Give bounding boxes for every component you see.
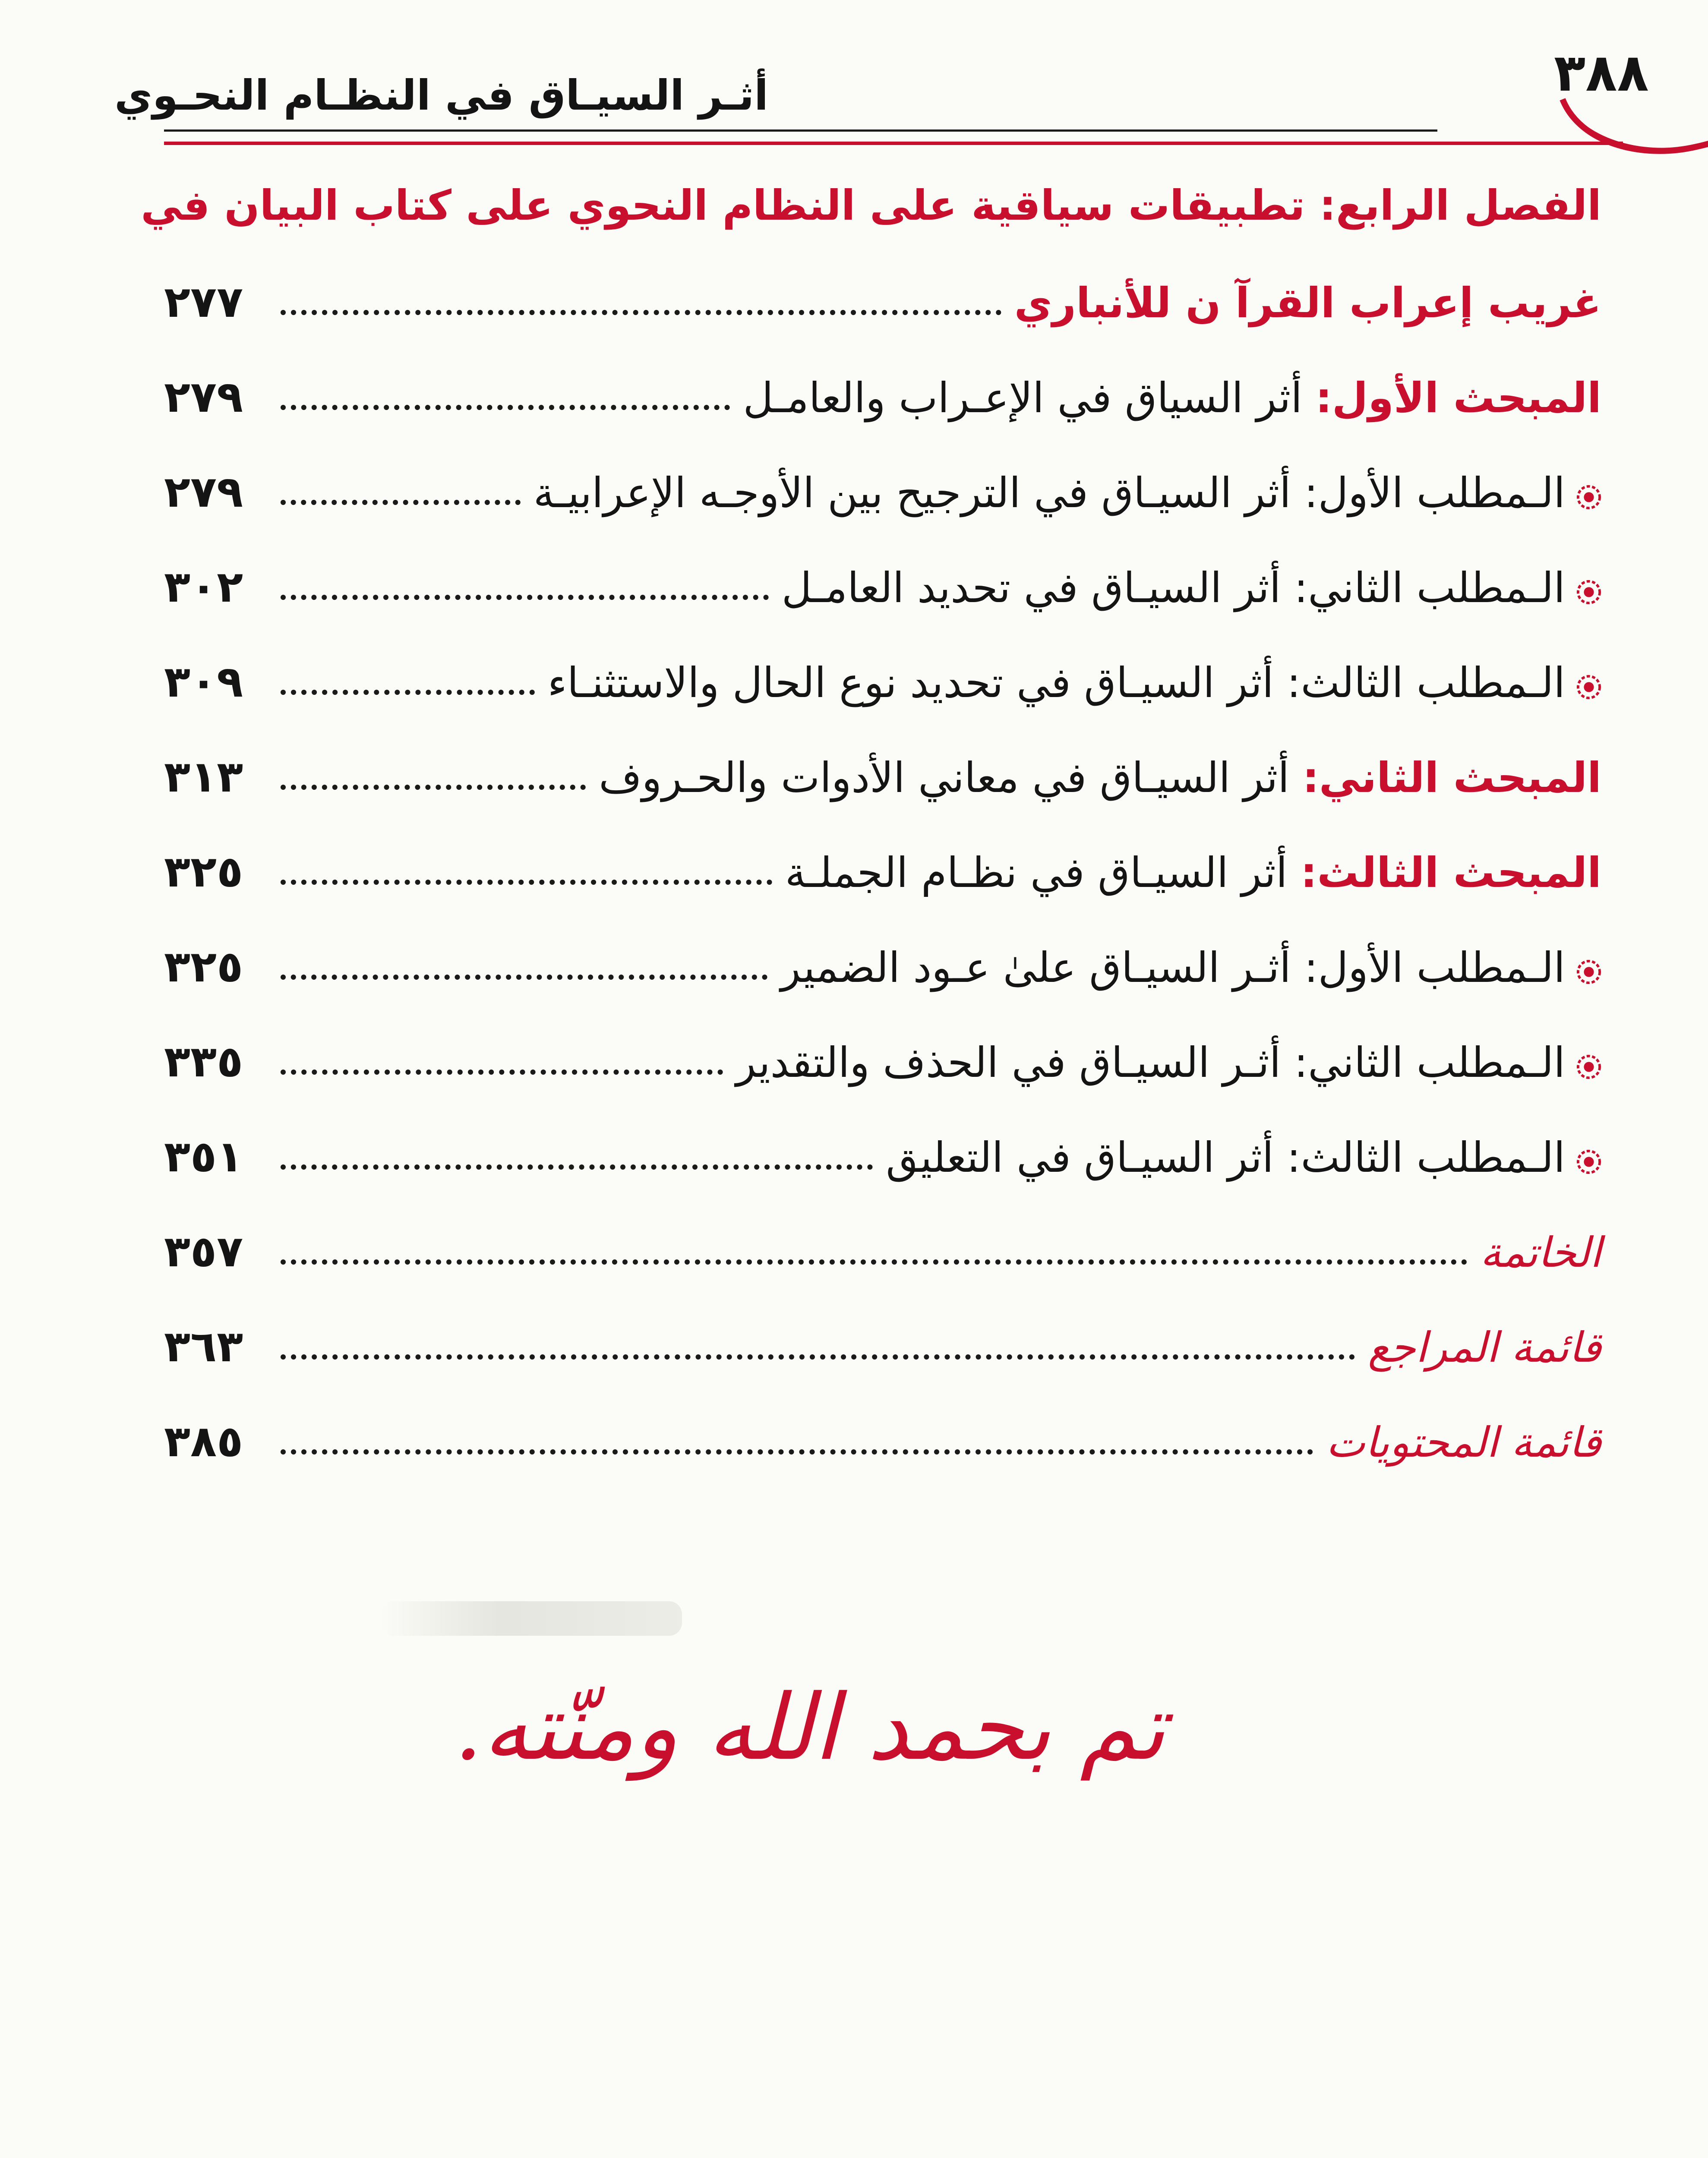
page-number: ٣٨٨ bbox=[1554, 43, 1649, 103]
page-ref: ٢٧٧ bbox=[164, 277, 243, 327]
chapter-title-line2: غريب إعراب القرآ ن للأنباري bbox=[1014, 278, 1601, 327]
page-ref: ٣٠٩ bbox=[164, 656, 243, 707]
leader-dots bbox=[281, 880, 772, 885]
toc-row-mabhath-1[interactable] bbox=[164, 337, 1601, 423]
toc-entry-label: الـمطلب الثاني: أثـر السيـاق في الحذف والتقدير bbox=[736, 1038, 1601, 1088]
toc-row-conclusion[interactable] bbox=[164, 1191, 1601, 1278]
leader-dots bbox=[281, 405, 730, 410]
page-ref: ٣٢٥ bbox=[164, 846, 243, 897]
toc-row-matlab[interactable] bbox=[164, 1001, 1601, 1088]
toc-entry-label: قائمة المحتويات bbox=[1326, 1418, 1601, 1467]
flower-bullet-icon bbox=[1576, 959, 1601, 984]
toc-entry-label: قائمة المراجع bbox=[1368, 1323, 1601, 1372]
leader-dots bbox=[281, 1354, 1355, 1360]
running-title: أثـر السيـاق في النظـام النحـوي bbox=[114, 71, 768, 120]
flower-bullet-icon bbox=[1576, 580, 1601, 605]
leader-dots bbox=[281, 975, 767, 980]
toc-row-matlab[interactable] bbox=[164, 906, 1601, 993]
flower-bullet-icon bbox=[1576, 1054, 1601, 1079]
chapter-label: الفصل الرابع: bbox=[1319, 181, 1601, 230]
toc-row-matlab[interactable] bbox=[164, 432, 1601, 518]
toc-row-matlab[interactable] bbox=[164, 1096, 1601, 1183]
toc-entry-label: الـمطلب الثالث: أثر السيـاق في تحديد نوع الحال والاستثنـاء bbox=[548, 658, 1601, 708]
toc-row-mabhath-3[interactable] bbox=[164, 811, 1601, 898]
toc-entry-label: المبحث الثالث: أثر السيـاق في نظـام الجملـة bbox=[785, 848, 1601, 897]
toc-entry-label: الـمطلب الثاني: أثر السيـاق في تحديد العامـل bbox=[782, 563, 1601, 613]
toc-entry-label: الـمطلب الأول: أثـر السيـاق علىٰ عـود الضمير bbox=[780, 943, 1601, 993]
toc-row-references[interactable] bbox=[164, 1286, 1601, 1372]
leader-dots bbox=[281, 310, 1001, 315]
closing-phrase: تم بحمد الله ومنّته. bbox=[454, 1675, 1165, 1780]
chapter-heading-line1 bbox=[141, 181, 1601, 230]
flower-bullet-icon bbox=[1576, 675, 1601, 700]
page-ref: ٣١٣ bbox=[164, 751, 243, 802]
leader-dots bbox=[281, 1259, 1467, 1265]
leader-dots bbox=[281, 595, 769, 600]
toc-row-matlab[interactable] bbox=[164, 527, 1601, 613]
leader-dots bbox=[281, 785, 586, 790]
leader-dots bbox=[281, 1070, 723, 1075]
page-ref: ٣٥١ bbox=[164, 1131, 243, 1182]
faded-stamp bbox=[380, 1601, 682, 1636]
toc-row-mabhath-2[interactable] bbox=[164, 716, 1601, 803]
leader-dots bbox=[281, 500, 521, 505]
leader-dots bbox=[281, 690, 535, 695]
toc-row[interactable] bbox=[164, 242, 1601, 328]
leader-dots bbox=[281, 1449, 1313, 1454]
chapter-title-line1: تطبيقات سياقية على النظام النحوي على كتاب البيان في bbox=[141, 181, 1305, 230]
toc-row-matlab[interactable] bbox=[164, 622, 1601, 708]
toc-entry-label: المبحث الثاني: أثر السيـاق في معاني الأدوات والحـروف bbox=[599, 753, 1601, 802]
leader-dots bbox=[281, 1164, 873, 1170]
page-ref: ٣٣٥ bbox=[164, 1036, 243, 1087]
toc-entry-label: الـمطلب الثالث: أثر السيـاق في التعليق bbox=[886, 1133, 1601, 1183]
page-ref: ٣٢٥ bbox=[164, 941, 243, 992]
toc-entry-label: الخاتمة bbox=[1480, 1228, 1601, 1277]
page-ref: ٣٦٣ bbox=[164, 1321, 243, 1372]
toc-entry-label: المبحث الأول: أثر السياق في الإعـراب والعامـل bbox=[743, 373, 1601, 422]
toc-row-contents[interactable] bbox=[164, 1381, 1601, 1467]
page-ref: ٣٥٧ bbox=[164, 1226, 243, 1277]
page-ref: ٣٠٢ bbox=[164, 562, 243, 612]
toc-entry-label: الـمطلب الأول: أثر السيـاق في الترجيح بين الأوجـه الإعرابيـة bbox=[534, 468, 1601, 518]
page-ref: ٣٨٥ bbox=[164, 1416, 243, 1467]
flower-bullet-icon bbox=[1576, 485, 1601, 510]
page-ref: ٢٧٩ bbox=[164, 467, 243, 517]
page-ref: ٢٧٩ bbox=[164, 372, 243, 422]
flower-bullet-icon bbox=[1576, 1149, 1601, 1174]
